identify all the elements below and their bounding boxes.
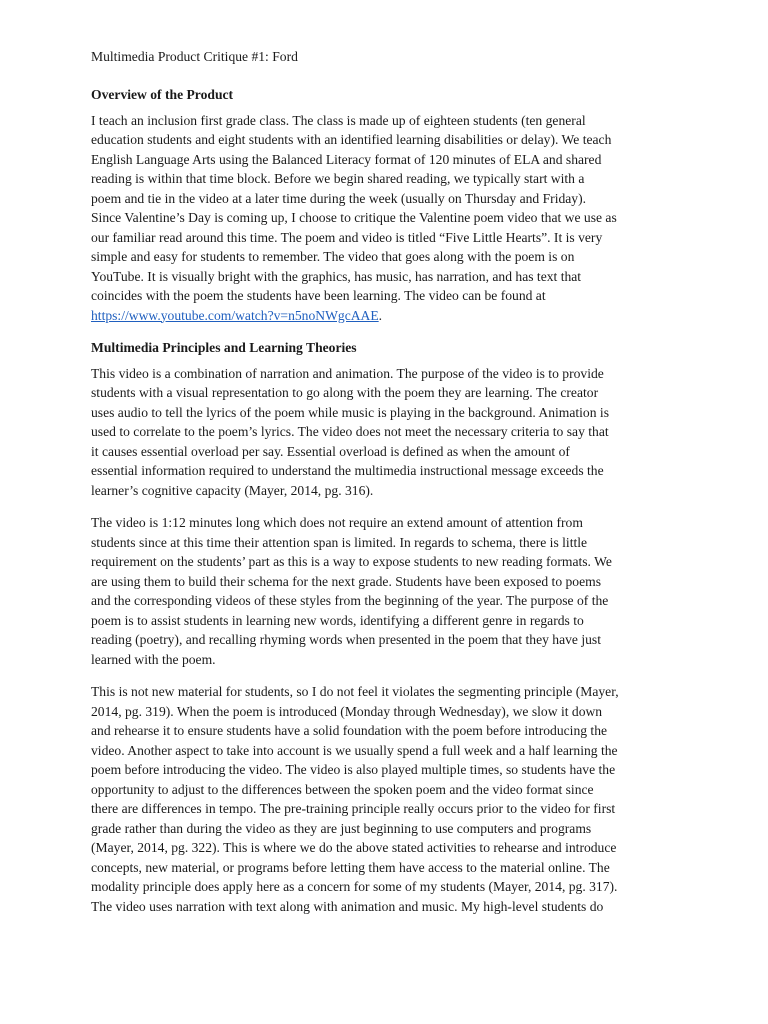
text-line: learner’s cognitive capacity (Mayer, 2014, pg. 316). <box>91 482 374 498</box>
text-line: The video is 1:12 minutes long which does not require an extend amount of attention from <box>91 515 583 530</box>
text-line: poem is to assist students in learning new words, identifying a different genre in regards to <box>91 612 584 628</box>
text-line: coincides with the poem the students have been learning. The video can be found at <box>91 288 546 303</box>
text-line: are using them to build their schema for the next grade. Students have been exposed to poems <box>91 573 602 589</box>
text-line: and the corresponding videos of these styles from the beginning of the year. The purpose of the <box>91 593 609 608</box>
text-line: video. Another aspect to take into account is we usually spend a full week and a half learning the <box>91 742 618 758</box>
section-heading: Overview of the Product <box>91 87 234 102</box>
text-line: Since Valentine’s Day is coming up, I choose to critique the Valentine poem video that we use as <box>91 210 617 225</box>
link-suffix: . <box>378 307 383 323</box>
text-line: poem and tie in the video at a later time during the week (usually on Thursday and Friday). <box>91 190 587 206</box>
text-line: there are differences in tempo. The pre-training principle really occurs prior to the video for first <box>91 801 616 816</box>
text-line: our familiar read around this time. The poem and video is titled “Five Little Hearts”. It is very <box>91 229 603 245</box>
text-line: and rehearse it to ensure students have a solid foundation with the poem before introducing the <box>91 723 608 738</box>
text-line: grade rather than during the video as they are just beginning to use computers and programs <box>91 820 592 836</box>
text-line: reading is within that time block. Before we begin shared reading, we typically start with a <box>91 171 585 186</box>
paragraph <box>91 513 691 669</box>
text-line: students since at this time their attention span is limited. In regards to schema, there is little <box>91 534 588 550</box>
text-line: The video uses narration with text along with animation and music. My high-level students do <box>91 898 604 914</box>
text-line: 2014, pg. 319). When the poem is introduced (Monday through Wednesday), we slow it down <box>91 703 603 719</box>
text-line: essential information required to understand the multimedia instructional message exceeds the <box>91 463 604 478</box>
text-line: (Mayer, 2014, pg. 322). This is where we do the above stated activities to rehearse and introduce <box>91 840 617 855</box>
document-title: Multimedia Product Critique #1: Ford <box>91 49 298 64</box>
text-line: English Language Arts using the Balanced Literacy format of 120 minutes of ELA and shared <box>91 151 602 167</box>
text-line: requirement on the students’ part as this is a way to expose students to new reading formats. We <box>91 554 612 569</box>
text-line: learned with the poem. <box>91 651 216 667</box>
text-line: simple and easy for students to remember. The video that goes along with the poem is on <box>91 249 575 264</box>
text-line: students with a visual representation to go along with the poem they are learning. The creator <box>91 385 599 400</box>
text-line: poem before introducing the video. The video is also played multiple times, so students have the <box>91 762 616 777</box>
link-line <box>91 306 691 326</box>
paragraph <box>91 364 691 501</box>
document-page <box>91 47 691 929</box>
text-line: I teach an inclusion first grade class. The class is made up of eighteen students (ten general <box>91 112 586 128</box>
paragraph <box>91 682 691 916</box>
text-line: it causes essential overload per say. Essential overload is defined as when the amount of <box>91 443 570 459</box>
section-heading: Multimedia Principles and Learning Theories <box>91 340 357 355</box>
text-line: This video is a combination of narration and animation. The purpose of the video is to provide <box>91 365 604 381</box>
video-link[interactable]: https://www.youtube.com/watch?v=n5noNWgcAAE <box>91 307 379 323</box>
text-line: opportunity to adjust to the differences between the spoken poem and the video format since <box>91 781 594 797</box>
text-line: YouTube. It is visually bright with the graphics, has music, has narration, and has text that <box>91 268 582 284</box>
text-line: reading (poetry), and recalling rhyming words when presented in the poem that they have just <box>91 632 601 647</box>
text-line: uses audio to tell the lyrics of the poem while music is playing in the background. Animation is <box>91 404 609 420</box>
text-line: This is not new material for students, so I do not feel it violates the segmenting principle (Mayer, <box>91 684 619 699</box>
text-line: concepts, new material, or programs before letting them have access to the material online. The <box>91 859 610 875</box>
document-body <box>91 85 691 916</box>
paragraph <box>91 111 691 326</box>
text-line: modality principle does apply here as a concern for some of my students (Mayer, 2014, pg. 317). <box>91 879 618 894</box>
text-line: education students and eight students with an identified learning disabilities or delay). We teach <box>91 132 612 147</box>
text-line: used to correlate to the poem’s lyrics. The video does not meet the necessary criteria to say that <box>91 424 609 439</box>
